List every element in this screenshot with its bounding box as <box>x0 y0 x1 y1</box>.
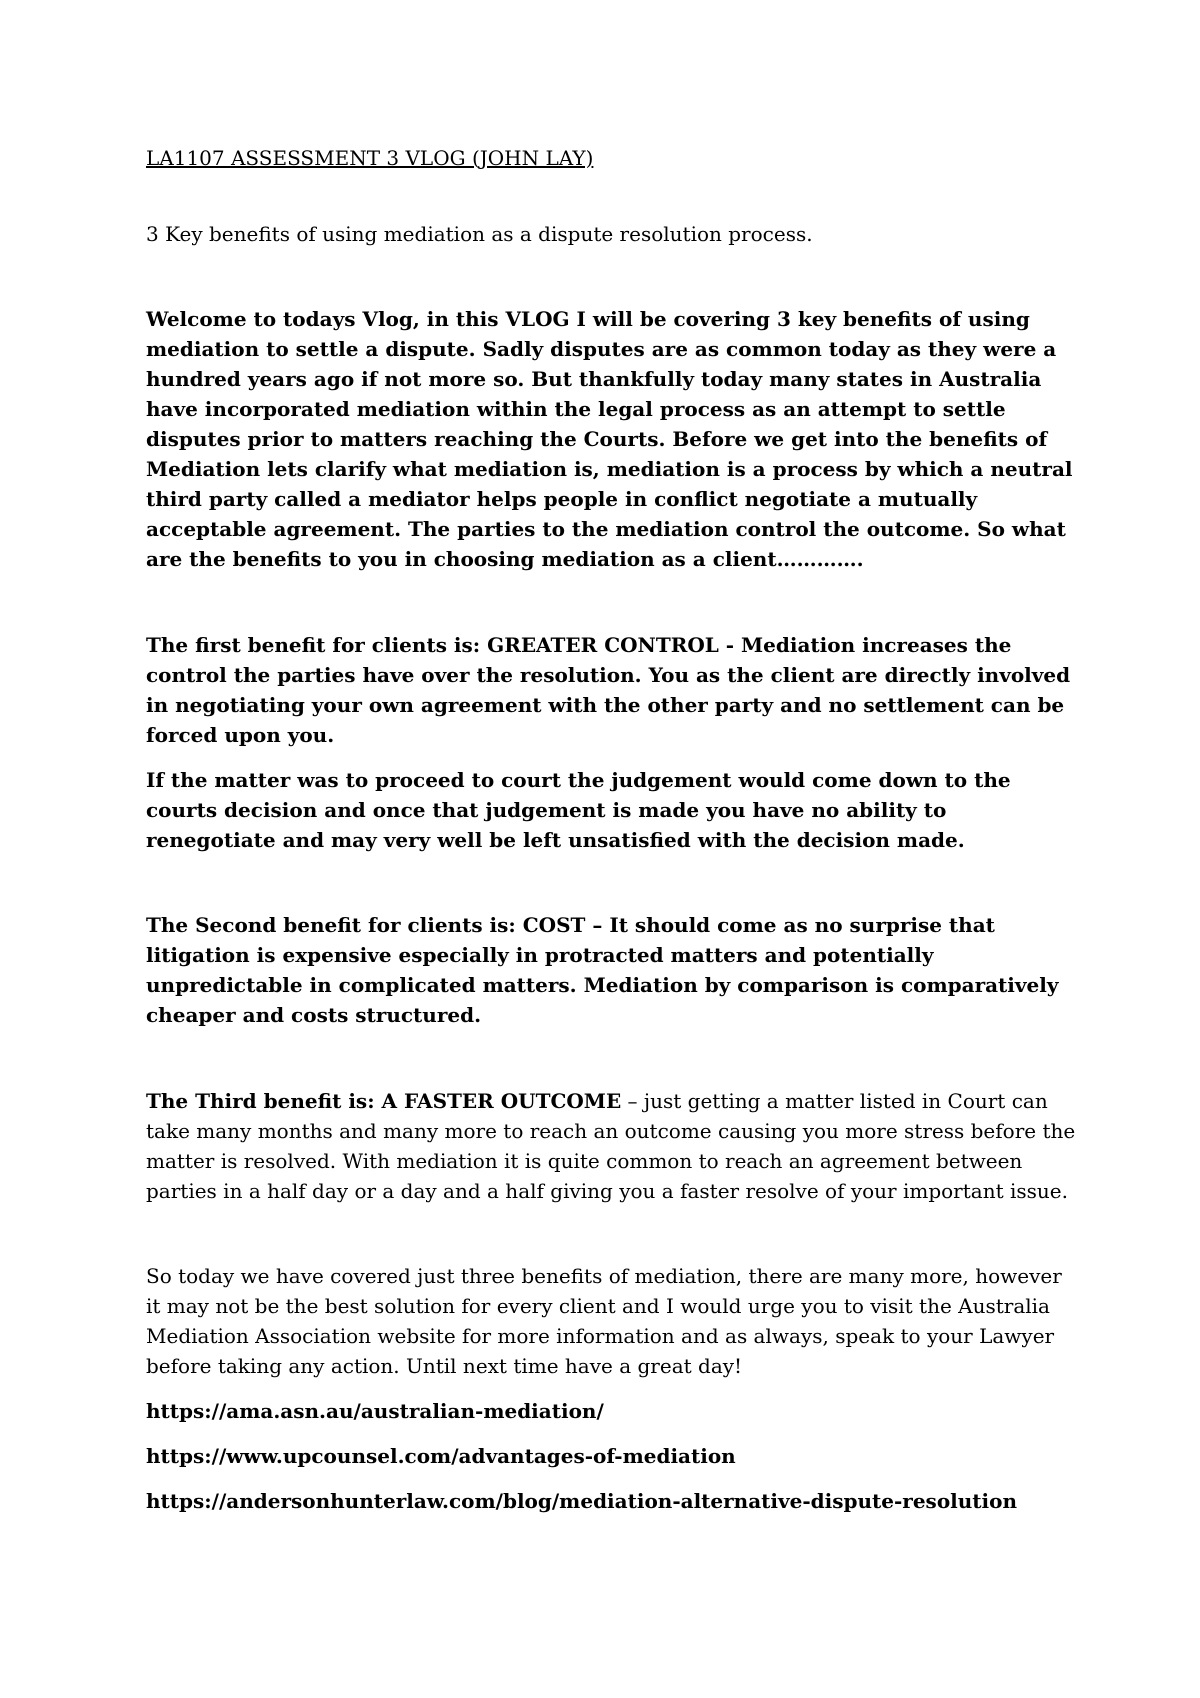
reference-link-upcounsel[interactable]: https://www.upcounsel.com/advantages-of-mediation <box>146 1444 736 1468</box>
reference-link-ama[interactable]: https://ama.asn.au/australian-mediation/ <box>146 1399 604 1423</box>
document-subtitle: 3 Key benefits of using mediation as a dispute resolution process. <box>146 222 813 246</box>
benefit-1-continuation: If the matter was to proceed to court the judgement would come down to the courts decision and once that judgement is made you have no ability to renegotiate and may very well be left unsatisfied with the decision made. <box>146 768 1011 852</box>
document-body <box>146 143 1076 1531</box>
benefit-2-paragraph: The Second benefit for clients is: COST – It should come as no surprise that litigation is expensive especially in protracted matters and potentially unpredictable in complicated matters. Mediation by comparison is comparatively cheaper and costs structured. <box>146 913 1059 1027</box>
benefit-1-paragraph: The first benefit for clients is: GREATER CONTROL - Mediation increases the control the parties have over the resolution. You as the client are directly involved in negotiating your own agreement with the other party and no settlement can be forced upon you. <box>146 633 1071 747</box>
closing-paragraph: So today we have covered just three benefits of mediation, there are many more, however it may not be the best solution for every client and I would urge you to visit the Australia Mediation Association website for more information and as always, speak to your Lawyer before taking any action. Until next time have a great day! <box>146 1264 1062 1378</box>
benefit-3-heading: The Third benefit is: A FASTER OUTCOME <box>146 1089 622 1113</box>
document-title: LA1107 ASSESSMENT 3 VLOG (JOHN LAY) <box>146 146 594 170</box>
reference-links <box>146 1396 1076 1516</box>
intro-paragraph: Welcome to todays Vlog, in this VLOG I will be covering 3 key benefits of using mediation to settle a dispute. Sadly disputes are as common today as they were a hundred years ago if not more so. But thankfully today many states in Australia have incorporated mediation within the legal process as an attempt to settle disputes prior to matters reaching the Courts. Before we get into the benefits of Mediation lets clarify what mediation is, mediation is a process by which a neutral third party called a mediator helps people in conflict negotiate a mutually acceptable agreement. The parties to the mediation control the outcome. So what are the benefits to you in choosing mediation as a client…………. <box>146 307 1073 571</box>
benefit-3-text: – just getting a matter listed in Court can take many months and many more to reach an outcome causing you more stress before the matter is resolved. With mediation it is quite common to reach an agreement between parties in a half day or a day and a half giving you a faster resolve of your important issue. <box>146 1089 1076 1203</box>
reference-link-andersonhunter[interactable]: https://andersonhunterlaw.com/blog/mediation-alternative-dispute-resolution <box>146 1489 1018 1513</box>
benefit-3-paragraph <box>146 1086 1076 1206</box>
